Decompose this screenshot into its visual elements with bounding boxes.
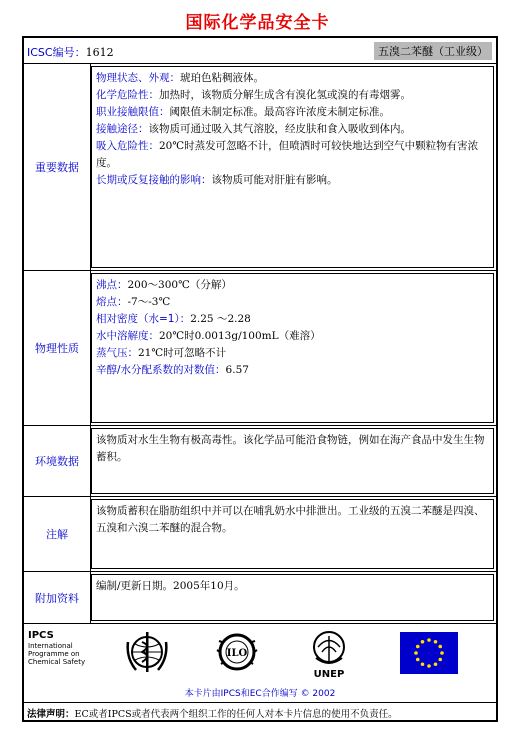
card-title: 国际化学品安全卡 [185, 13, 330, 33]
ilo-emblem-icon [214, 628, 260, 678]
section-content [91, 66, 494, 268]
card-header [24, 38, 496, 64]
logo-strip [24, 624, 496, 703]
important-item: 物理状态、外观：琥珀色粘稠液体。 [96, 72, 264, 84]
icsc-number: 1612 [85, 46, 114, 59]
eu-star-icon [427, 638, 431, 642]
section-label: 重要数据 [24, 64, 91, 270]
ipcs-logo: IPCS International Programme on Chemical Safety [28, 630, 86, 666]
important-item: 长期或反复接触的影响：该物质可能对肝脏有影响。 [96, 174, 338, 186]
safety-card [22, 36, 498, 722]
section-additional-info [24, 572, 496, 624]
section-content [91, 273, 494, 423]
important-item: 职业接触限值：阈限值未制定标准。最高容许浓度未制定标准。 [96, 106, 390, 118]
svg-text:UNEP: UNEP [313, 669, 345, 680]
section-physical-properties [24, 271, 496, 426]
icsc-number-field [27, 44, 114, 60]
section-label: 注解 [24, 497, 91, 571]
eu-star-icon [438, 645, 442, 649]
eu-star-icon [434, 662, 438, 666]
important-item: 接触途径：该物质可通过吸入其气溶胶，经皮肤和食入吸收到体内。 [96, 123, 411, 135]
eu-star-icon [421, 662, 425, 666]
icsc-label: ICSC编号： [27, 46, 86, 59]
eu-star-icon [427, 664, 431, 668]
section-content: 该物质蓄积在脂肪组织中并可以在哺乳奶水中排泄出。工业级的五溴二苯醚是四溴、五溴和六溴二苯醚的混合物。 [91, 499, 494, 569]
section-label: 环境数据 [24, 426, 91, 496]
who-emblem-icon [124, 628, 170, 678]
physical-item: 蒸气压：21℃时可忽略不计 [96, 347, 227, 359]
eu-star-icon [421, 640, 425, 644]
physical-item: 水中溶解度：20℃时0.0013g/100mL（难溶） [96, 330, 321, 342]
physical-item: 熔点：-7～-3℃ [96, 296, 171, 308]
section-label: 物理性质 [24, 271, 91, 425]
section-environmental-data [24, 426, 496, 497]
eu-star-icon [416, 645, 420, 649]
eu-star-icon [434, 640, 438, 644]
section-content: 该物质对水生生物有极高毒性。该化学品可能沿食物链，例如在海产食品中发生生物蓄积。 [91, 428, 494, 494]
eu-flag-icon [400, 632, 458, 674]
credit-line: 本卡片由IPCS和EC合作编写 © 2002 [184, 689, 336, 699]
eu-star-icon [414, 651, 418, 655]
eu-star-icon [440, 651, 444, 655]
section-content: 编制/更新日期。2005年10月。 [91, 574, 494, 621]
section-label: 附加资料 [24, 572, 91, 623]
legal-text: EC或者IPCS或者代表两个组织工作的任何人对本卡片信息的使用不负责任。 [74, 709, 398, 720]
eu-star-icon [416, 658, 420, 662]
section-important-data [24, 64, 496, 271]
section-notes [24, 497, 496, 572]
important-item: 化学危险性：加热时，该物质分解生成含有溴化氢或溴的有毒烟雾。 [96, 89, 411, 101]
eu-star-icon [438, 658, 442, 662]
physical-item: 沸点：200～300℃（分解） [96, 279, 232, 291]
svg-text:ILO: ILO [226, 648, 248, 659]
important-item: 吸入危险性：20℃时蒸发可忽略不计，但喷洒时可较快地达到空气中颗粒物有害浓度。 [96, 140, 479, 169]
legal-label: 法律声明： [27, 709, 75, 720]
chemical-name: 五溴二苯醚（工业级） [374, 42, 492, 60]
physical-item: 相对密度（水=1）：2.25 ～2.28 [96, 313, 251, 325]
unep-logo-icon [306, 628, 352, 680]
legal-notice [24, 703, 496, 722]
physical-item: 辛醇/水分配系数的对数值：6.57 [96, 364, 249, 376]
